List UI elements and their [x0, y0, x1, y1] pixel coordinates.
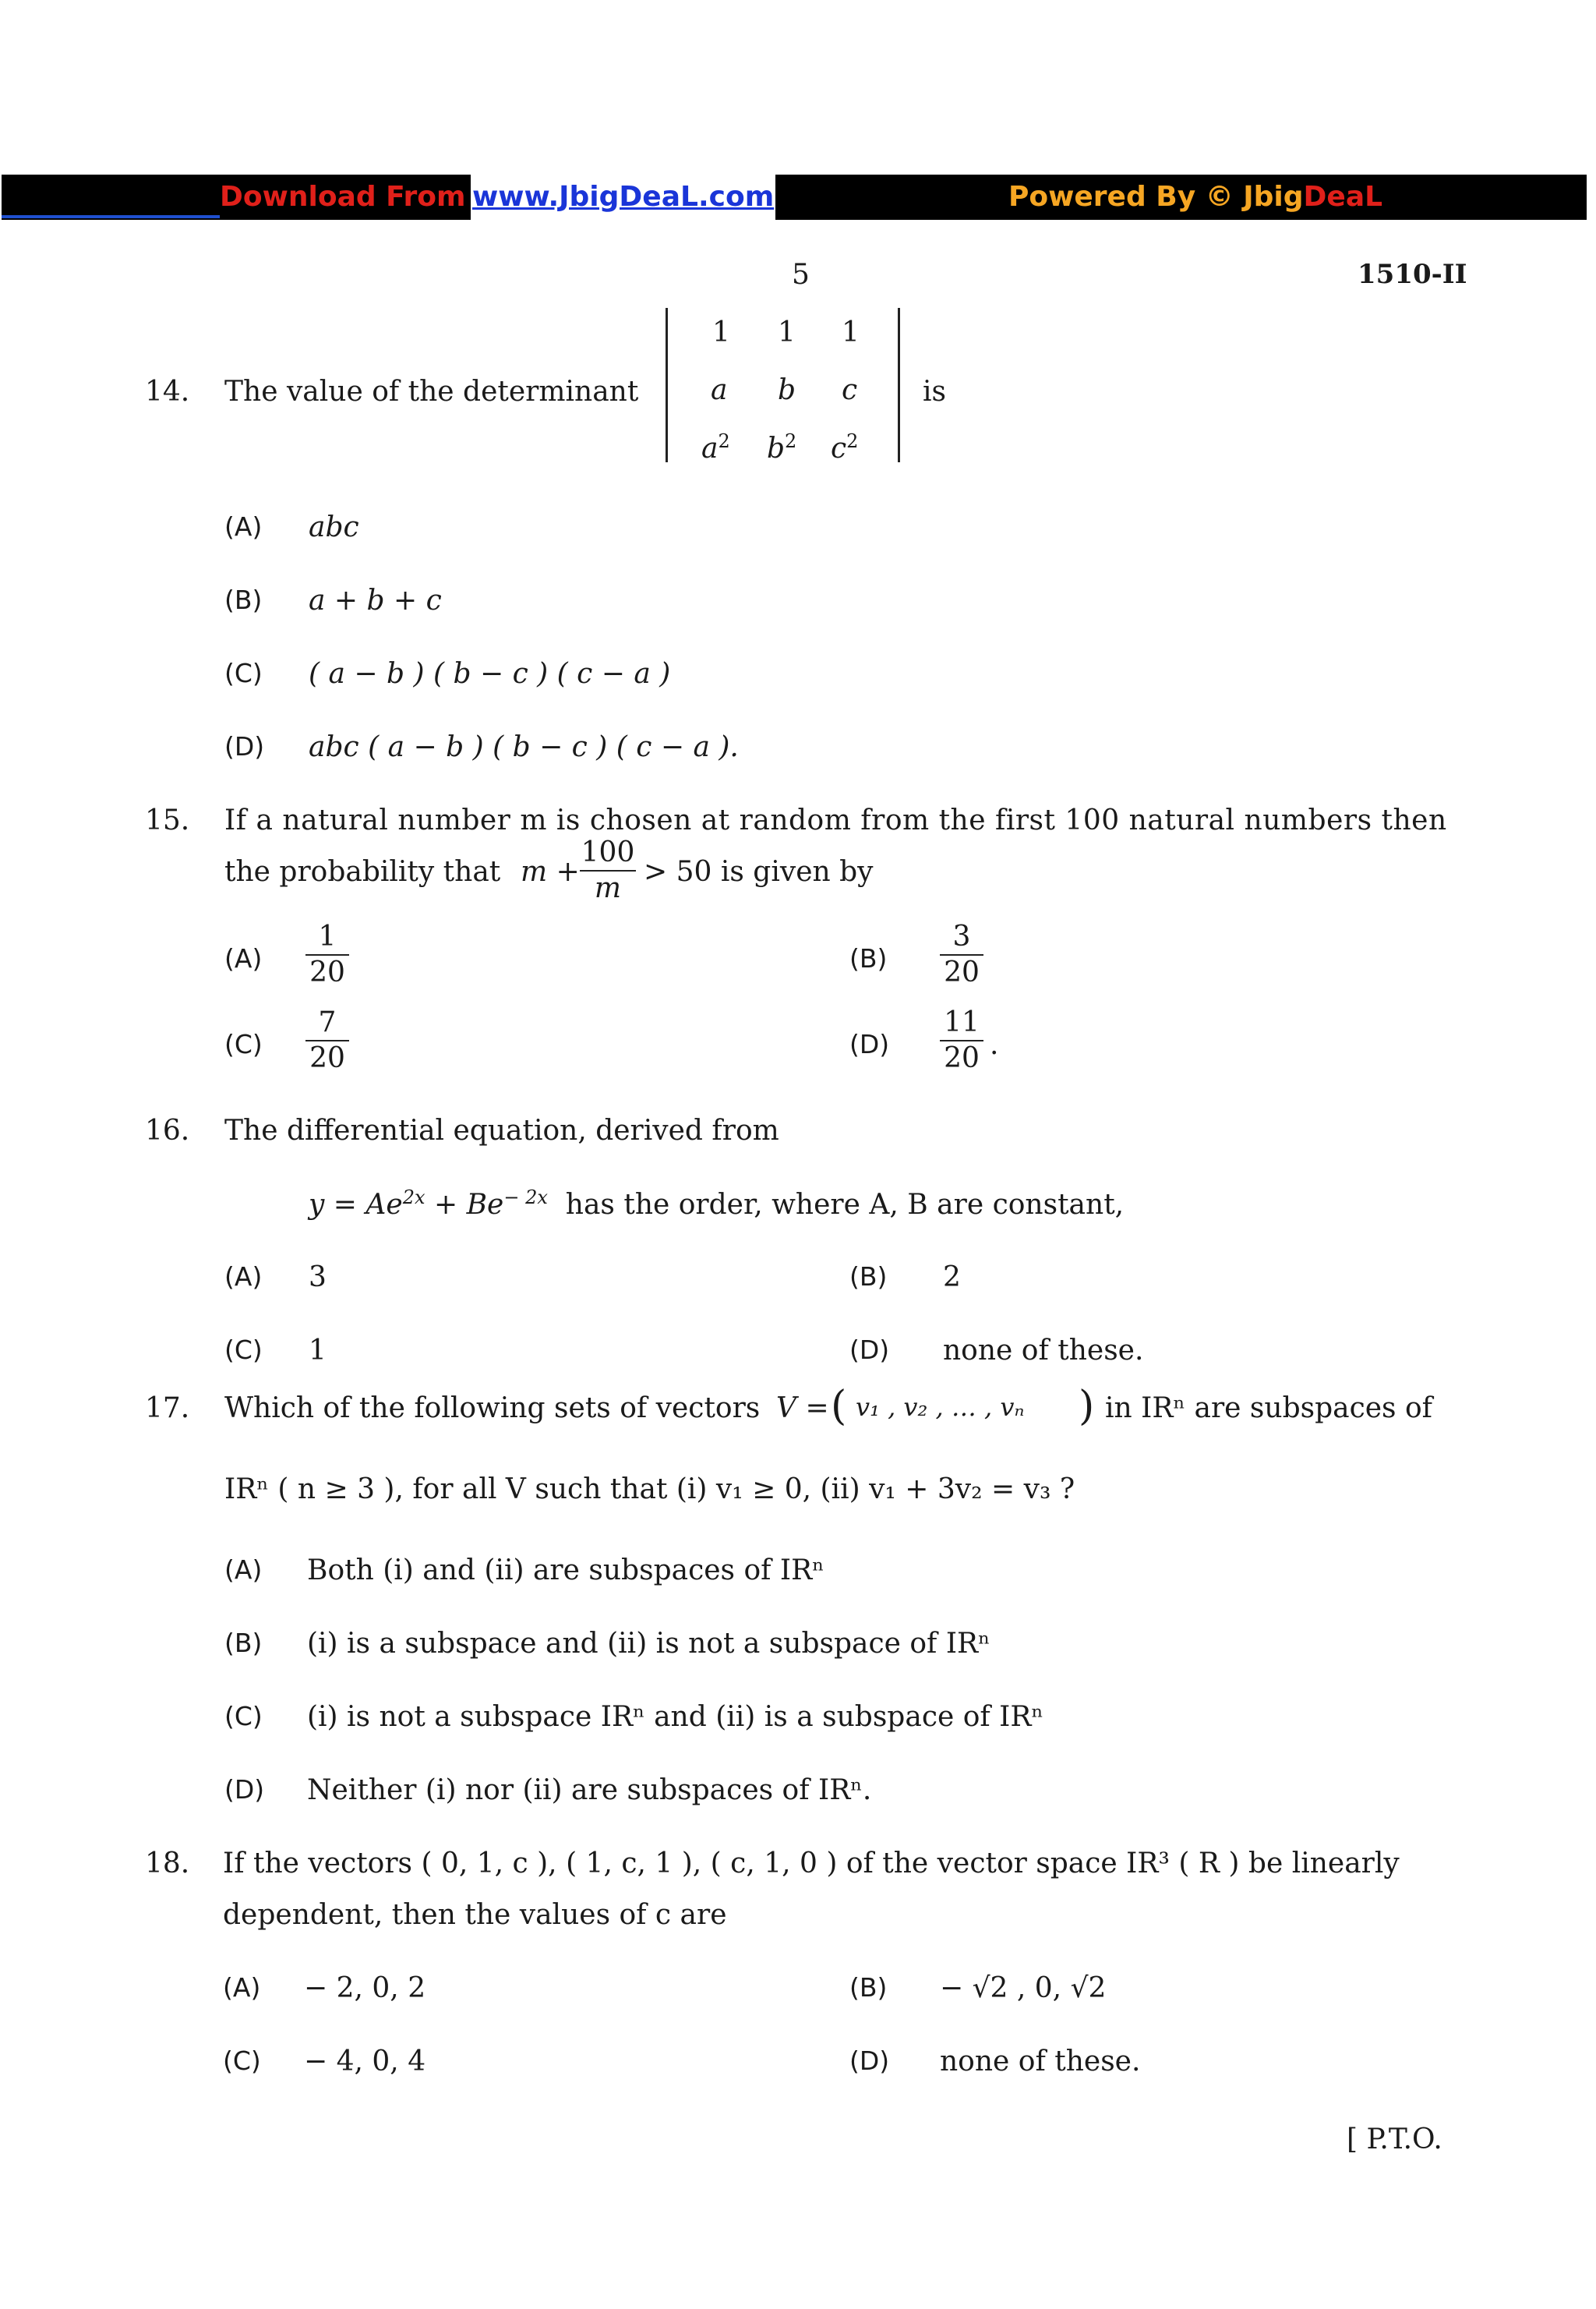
vector-v-equals: V =: [776, 1392, 829, 1424]
banner-powered-by: [1008, 181, 1382, 213]
page-number: 5: [792, 259, 810, 291]
option-text: a + b + c: [309, 585, 442, 617]
math-m-plus: m +: [521, 856, 580, 888]
determinant-left-bar: [666, 308, 668, 462]
option-label: (C): [224, 1701, 263, 1731]
question-number: 16.: [145, 1115, 190, 1147]
matrix-cell: c: [842, 374, 858, 406]
question-text-line1: If the vectors ( 0, 1, c ), ( 1, c, 1 ), ( c, 1, 0 ) of the vector space IR³ ( R ) be linearly: [223, 1848, 1400, 1879]
matrix-cell: 1: [712, 316, 730, 348]
banner-underline: [2, 215, 220, 218]
question-text: The differential equation, derived from: [224, 1115, 779, 1147]
banner-download-label: Download From: [220, 181, 466, 213]
question-number: 14.: [145, 376, 190, 408]
option-label: (A): [223, 1972, 261, 2003]
question-text: The value of the determinant: [224, 376, 639, 408]
matrix-cell: $c^2$: [831, 430, 859, 465]
option-text: Neither (i) nor (ii) are subspaces of IRⁿ.: [307, 1774, 872, 1806]
fraction-bar: [580, 870, 636, 872]
option-text: ( a − b ) ( b − c ) ( c − a ): [309, 658, 671, 690]
option-fraction: 7 20: [305, 1007, 349, 1074]
matrix-cell: b: [778, 374, 796, 406]
question-number: 15.: [145, 804, 190, 836]
option-text: abc: [309, 511, 359, 543]
option-text: 1: [309, 1335, 327, 1367]
fraction-numerator: 100: [581, 836, 635, 868]
option-label: (D): [224, 1774, 265, 1805]
option-text: 2: [943, 1261, 961, 1293]
question-text-line2: dependent, then the values of c are: [223, 1899, 727, 1931]
download-banner: [2, 175, 1587, 220]
option-label: (C): [224, 1029, 263, 1059]
option-label: (A): [224, 1261, 263, 1292]
option-text: − 4, 0, 4: [304, 2046, 426, 2077]
option-label: (A): [224, 1554, 263, 1585]
option-text: (i) is not a subspace IRⁿ and (ii) is a subspace of IRⁿ: [307, 1701, 1044, 1733]
option-text: Both (i) and (ii) are subspaces of IRⁿ: [307, 1554, 824, 1586]
question-text-line1: If a natural number m is chosen at random from the first 100 natural numbers then: [224, 804, 1447, 836]
matrix-cell: a: [711, 374, 728, 406]
option-label: (B): [849, 1972, 888, 2003]
option-text: none of these.: [943, 1335, 1144, 1367]
question-text-line2: IRⁿ ( n ≥ 3 ), for all V such that (i) v₁ ≥ 0, (ii) v₁ + 3v₂ = v₃ ?: [224, 1473, 1075, 1505]
option-text: 3: [309, 1261, 327, 1293]
matrix-cell: 1: [778, 316, 796, 348]
option-fraction: 3 20: [940, 921, 983, 988]
option-text: − 2, 0, 2: [304, 1972, 426, 2004]
option-label: (C): [224, 658, 263, 688]
close-paren: ): [1079, 1383, 1095, 1430]
option-fraction: 11 20: [940, 1007, 983, 1074]
open-paren: (: [831, 1383, 847, 1430]
matrix-cell: $b^2$: [767, 430, 797, 465]
vector-components: v₁ , v₂ , … , vₙ: [856, 1392, 1025, 1422]
brand-part-2: DeaL: [1303, 181, 1383, 213]
option-label: (D): [224, 731, 265, 762]
option-text: − √2 , 0, √2: [940, 1972, 1107, 2004]
option-label: (A): [224, 943, 263, 974]
banner-site-link[interactable]: www.JbigDeaL.com: [471, 175, 775, 220]
option-label: (D): [849, 2046, 890, 2076]
option-fraction: 1 20: [305, 921, 349, 988]
option-label: (C): [223, 2046, 261, 2076]
brand-part-1: Jbig: [1243, 181, 1304, 213]
option-label: (B): [849, 943, 888, 974]
option-label: (D): [849, 1335, 890, 1365]
question-text-line1: Which of the following sets of vectors: [224, 1392, 761, 1424]
fraction-denominator: m: [594, 872, 622, 904]
matrix-cell: $a^2$: [701, 430, 730, 465]
option-trailing-period: .: [990, 1029, 999, 1061]
powered-by-label: Powered By ©: [1008, 181, 1234, 213]
option-label: (C): [224, 1335, 263, 1365]
option-text: abc ( a − b ) ( b − c ) ( c − a ).: [309, 731, 739, 763]
paper-code: 1510-II: [1358, 259, 1467, 290]
differential-equation: $y = Ae^{2x} + Be^{- 2x}$ has the order, where A, B are constant,: [309, 1186, 1125, 1221]
option-label: (B): [224, 585, 263, 615]
option-label: (B): [224, 1628, 263, 1658]
question-suffix: is: [923, 376, 946, 408]
option-label: (A): [224, 511, 263, 542]
question-text-line1-end: in IRⁿ are subspaces of: [1105, 1392, 1432, 1424]
option-label: (D): [849, 1029, 890, 1059]
question-number: 18.: [145, 1848, 190, 1879]
question-number: 17.: [145, 1392, 190, 1424]
option-text: (i) is a subspace and (ii) is not a subspace of IRⁿ: [307, 1628, 990, 1660]
option-text: none of these.: [940, 2046, 1141, 2077]
question-text-line2: the probability that: [224, 856, 501, 888]
question-text-line2-end: > 50 is given by: [644, 856, 874, 888]
determinant-right-bar: [898, 308, 900, 462]
option-label: (B): [849, 1261, 888, 1292]
matrix-cell: 1: [842, 316, 860, 348]
page-turn-over: [ P.T.O.: [1347, 2123, 1442, 2155]
fraction-100-over-m: [580, 837, 636, 904]
